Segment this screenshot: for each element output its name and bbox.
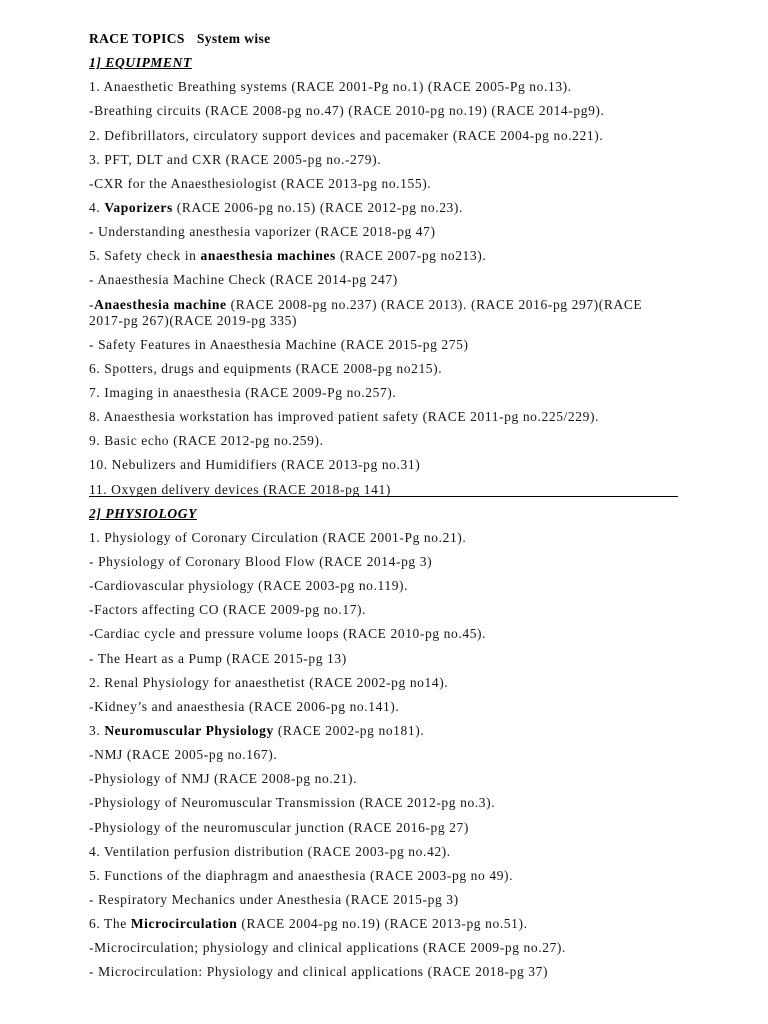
topic-item [89, 128, 678, 144]
topic-text: -Microcirculation; physiology and clinical applications (RACE 2009-pg no.27). [89, 940, 566, 956]
topic-text: 9. Basic echo (RACE 2012-pg no.259). [89, 433, 324, 449]
topic-item [89, 554, 678, 570]
topic-item [89, 868, 678, 884]
topic-text: - Anaesthesia Machine Check (RACE 2014-pg 247) [89, 272, 398, 288]
topic-item [89, 457, 678, 473]
topic-list [89, 79, 678, 497]
topic-text-bold: Neuromuscular Physiology [104, 722, 274, 738]
topic-item [89, 409, 678, 425]
topic-text: - Respiratory Mechanics under Anesthesia (RACE 2015-pg 3) [89, 891, 459, 907]
topic-item [89, 602, 678, 618]
topic-text-bold: Microcirculation [130, 916, 238, 932]
topic-item [89, 892, 678, 908]
topic-text: -Physiology of the neuromuscular junction (RACE 2016-pg 27) [89, 819, 469, 835]
topic-text: 3. [89, 722, 105, 738]
topic-text: -CXR for the Anaesthesiologist (RACE 2013-pg no.155). [89, 175, 432, 191]
topic-item [89, 272, 678, 288]
topic-text: 1. Anaesthetic Breathing systems (RACE 2001-Pg no.1) (RACE 2005-Pg no.13). [89, 79, 572, 95]
section-heading: 2] PHYSIOLOGY [89, 505, 197, 521]
topic-text: -Kidney’s and anaesthesia (RACE 2006-pg no.141). [89, 698, 400, 714]
topic-item [89, 916, 678, 932]
topic-item [89, 79, 678, 95]
topic-item [89, 940, 678, 956]
topic-item [89, 200, 678, 216]
topic-text: -NMJ (RACE 2005-pg no.167). [89, 747, 278, 763]
topic-text: - [89, 296, 95, 312]
topic-text: - Understanding anesthesia vaporizer (RACE 2018-pg 47) [89, 224, 436, 240]
topic-text: 10. Nebulizers and Humidifiers (RACE 2013-pg no.31) [89, 457, 421, 473]
document-title [89, 31, 271, 47]
topic-item [89, 297, 678, 329]
topic-text: 4. [89, 199, 105, 215]
topic-text-bold: Vaporizers [104, 199, 173, 215]
topic-text: (RACE 2002-pg no181). [273, 722, 425, 738]
topic-text: (RACE 2008-pg no.237) (RACE 2013). (RACE 2016-pg 297)(RACE 2017-pg 267)(RACE 2019-pg 335) [89, 296, 643, 328]
topic-list [89, 530, 678, 981]
topic-item [89, 361, 678, 377]
topic-item [89, 433, 678, 449]
topic-item [89, 651, 678, 667]
topic-item [89, 844, 678, 860]
topic-text: 3. PFT, DLT and CXR (RACE 2005-pg no.-279). [89, 151, 382, 167]
topic-text: 8. Anaesthesia workstation has improved patient safety (RACE 2011-pg no.225/229). [89, 409, 600, 425]
topic-text: -Breathing circuits (RACE 2008-pg no.47) (RACE 2010-pg no.19) (RACE 2014-pg9). [89, 103, 605, 119]
topic-item [89, 964, 678, 980]
topic-text: -Physiology of NMJ (RACE 2008-pg no.21). [89, 771, 358, 787]
topic-text: 5. Safety check in [89, 248, 201, 264]
topic-item [89, 152, 678, 168]
title-text: RACE TOPICS [89, 31, 185, 46]
topic-text: 2. Defibrillators, circulatory support devices and pacemaker (RACE 2004-pg no.221). [89, 127, 604, 143]
topic-text: 6. Spotters, drugs and equipments (RACE 2008-pg no215). [89, 360, 443, 376]
topic-item [89, 699, 678, 715]
topic-text-bold: Anaesthesia machine [94, 296, 227, 312]
section-equipment [89, 55, 678, 506]
topic-text: (RACE 2006-pg no.15) (RACE 2012-pg no.23). [172, 199, 463, 215]
topic-text: 7. Imaging in anaesthesia (RACE 2009-Pg no.257). [89, 384, 397, 400]
topic-item [89, 385, 678, 401]
topic-text: 4. Ventilation perfusion distribution (RACE 2003-pg no.42). [89, 843, 451, 859]
topic-item [89, 626, 678, 642]
topic-item [89, 224, 678, 240]
topic-text-bold: anaesthesia machines [200, 248, 336, 264]
topic-text: - The Heart as a Pump (RACE 2015-pg 13) [89, 650, 347, 666]
topic-text: 6. The [89, 916, 131, 932]
topic-text: (RACE 2007-pg no213). [335, 248, 487, 264]
topic-item [89, 530, 678, 546]
topic-text: 1. Physiology of Coronary Circulation (RACE 2001-Pg no.21). [89, 529, 467, 545]
topic-item [89, 747, 678, 763]
topic-item [89, 675, 678, 691]
topic-text: (RACE 2004-pg no.19) (RACE 2013-pg no.51). [237, 916, 528, 932]
topic-item [89, 771, 678, 787]
topic-item [89, 248, 678, 264]
section-divider [89, 496, 678, 497]
topic-text: -Physiology of Neuromuscular Transmission (RACE 2012-pg no.3). [89, 795, 496, 811]
topic-text: - Physiology of Coronary Blood Flow (RACE 2014-pg 3) [89, 553, 433, 569]
subtitle-text: System wise [196, 31, 271, 46]
topic-text: 5. Functions of the diaphragm and anaesthesia (RACE 2003-pg no 49). [89, 867, 514, 883]
topic-text: -Factors affecting CO (RACE 2009-pg no.17). [89, 602, 367, 618]
section-physiology [89, 506, 678, 989]
topic-text: 11. Oxygen delivery devices (RACE 2018-pg 141) [89, 481, 391, 497]
topic-text: - Safety Features in Anaesthesia Machine (RACE 2015-pg 275) [89, 336, 469, 352]
topic-text: 2. Renal Physiology for anaesthetist (RACE 2002-pg no14). [89, 674, 449, 690]
topic-item [89, 176, 678, 192]
topic-text: -Cardiac cycle and pressure volume loops (RACE 2010-pg no.45). [89, 626, 487, 642]
topic-text: - Microcirculation: Physiology and clinical applications (RACE 2018-pg 37) [89, 964, 549, 980]
topic-item [89, 723, 678, 739]
topic-item [89, 795, 678, 811]
topic-text: -Cardiovascular physiology (RACE 2003-pg no.119). [89, 578, 409, 594]
topic-item [89, 103, 678, 119]
topic-item [89, 482, 678, 498]
section-heading: 1] EQUIPMENT [89, 55, 192, 71]
topic-item [89, 820, 678, 836]
topic-item [89, 337, 678, 353]
topic-item [89, 578, 678, 594]
